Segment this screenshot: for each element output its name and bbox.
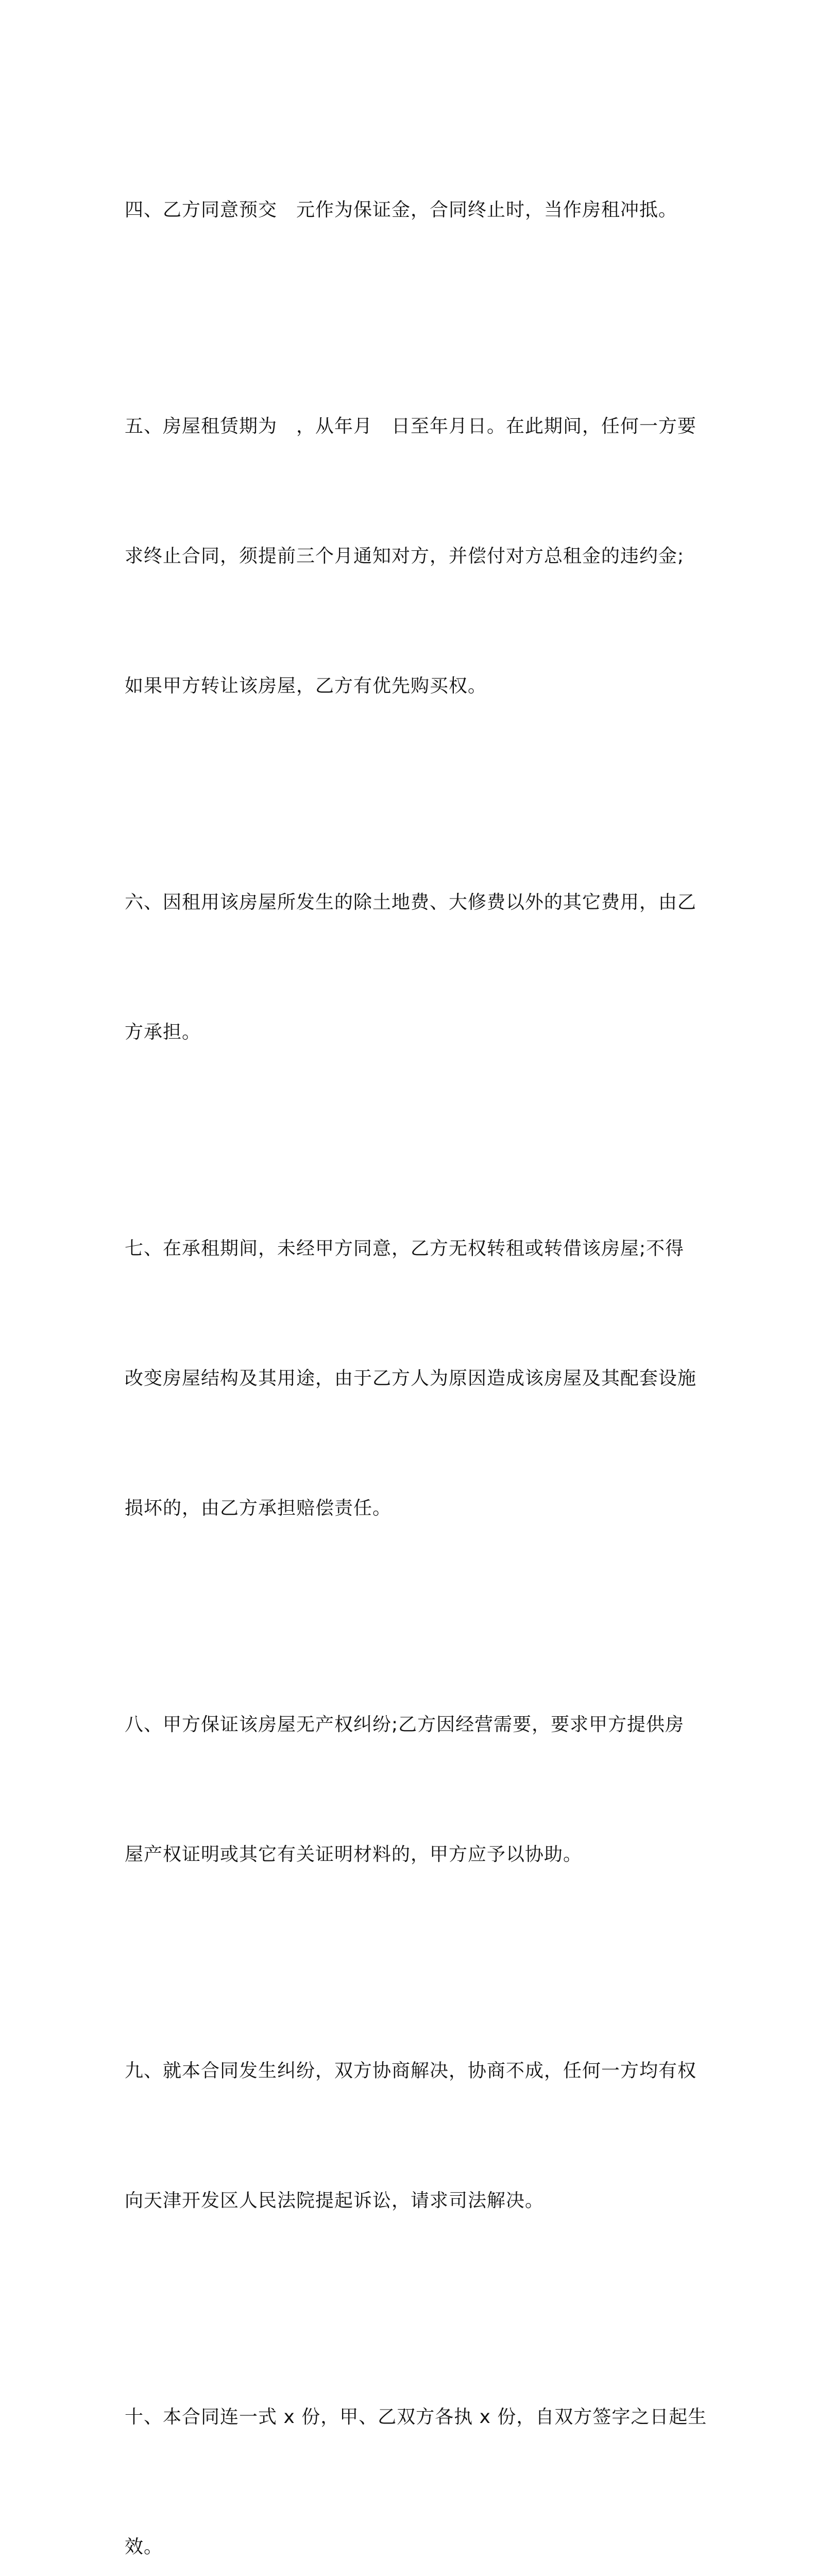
clause-5: [125, 318, 702, 794]
clause-7: [125, 1141, 702, 1617]
clause-7-line-1: 七、在承租期间，未经甲方同意，乙方无权转租或转借该房屋;不得: [125, 1238, 685, 1259]
clause-6-line-2: 方承担。: [125, 1022, 201, 1043]
clause-6: [125, 794, 702, 1141]
contract-body: [125, 102, 707, 2576]
clause-6-line-1: 六、因租用该房屋所发生的除土地费、大修费以外的其它费用，由乙: [125, 892, 697, 913]
clause-10-line-1: 十、本合同连一式 x 份，甲、乙双方各执 x 份，自双方签字之日起生: [125, 2406, 707, 2428]
clause-8-line-1: 八、甲方保证该房屋无产权纠纷;乙方因经营需要，要求甲方提供房: [125, 1714, 685, 1735]
clause-5-line-2: 求终止合同，须提前三个月通知对方，并偿付对方总租金的违约金;: [125, 546, 685, 567]
clause-5-line-1: 五、房屋租赁期为 ，从年月 日至年月日。在此期间，任何一方要: [125, 416, 697, 437]
clause-8-line-2: 屋产权证明或其它有关证明材料的，甲方应予以协助。: [125, 1844, 583, 1865]
clause-9-line-2: 向天津开发区人民法院提起诉讼，请求司法解决。: [125, 2190, 544, 2211]
clause-10: [125, 2309, 707, 2576]
clause-4: [125, 102, 702, 318]
clause-10-line-2: 效。: [125, 2536, 163, 2557]
clause-9: [125, 1963, 702, 2309]
clause-9-line-1: 九、就本合同发生纠纷，双方协商解决，协商不成，任何一方均有权: [125, 2060, 697, 2081]
clause-5-line-3: 如果甲方转让该房屋，乙方有优先购买权。: [125, 675, 487, 697]
clause-7-line-2: 改变房屋结构及其用途，由于乙方人为原因造成该房屋及其配套设施: [125, 1368, 697, 1389]
clause-8: [125, 1617, 702, 1963]
clause-7-line-3: 损坏的，由乙方承担赔偿责任。: [125, 1498, 392, 1519]
clause-4-line-1: 四、乙方同意预交 元作为保证金，合同终止时，当作房租冲抵。: [125, 199, 678, 221]
